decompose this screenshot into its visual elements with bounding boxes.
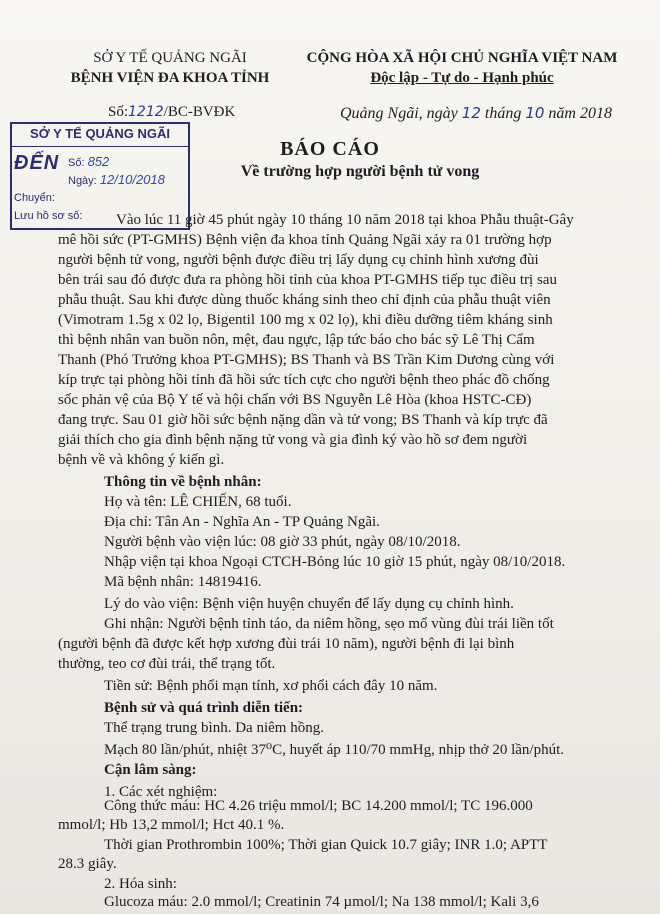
- body-line: phẫu thuật. Sau khi được dùng thuốc kháng sinh theo chỉ định của phẫu thuật viên: [58, 292, 551, 308]
- body-line: đang trực. Sau 01 giờ hồi sức bệnh nặng dần và tử vong; BS Thanh và kíp trực đã: [58, 412, 548, 428]
- date-day: 12: [461, 104, 481, 122]
- blood-count-line: mmol/l; Hb 13,2 mmol/l; Hct 40.1 %.: [58, 817, 285, 833]
- stamp-divider: [12, 146, 188, 147]
- body-line: thì bệnh nhân van buồn nôn, mệt, đau ngực, lập tức báo cho bác sỹ Lê Thị Cẩm: [58, 332, 535, 348]
- document-title: BÁO CÁO: [280, 138, 380, 160]
- clinical-note-line: Ghi nhận: Người bệnh tỉnh táo, da niêm hồng, sẹo mổ vùng đùi trái liền tốt: [104, 616, 554, 632]
- issuer-department: SỞ Y TẾ QUẢNG NGÃI: [93, 50, 247, 66]
- issuer-header: [60, 48, 280, 88]
- patient-info-heading: Thông tin về bệnh nhân:: [104, 474, 262, 490]
- stamp-so: [68, 154, 109, 169]
- national-header: [292, 48, 632, 88]
- labs-heading: Cận lâm sàng:: [104, 762, 197, 778]
- admission-reason: Lý do vào viện: Bệnh viện huyện chuyển để lấy dụng cụ chỉnh hình.: [104, 596, 514, 612]
- stamp-so-value: 852: [87, 154, 110, 169]
- coagulation-line: Thời gian Prothrombin 100%; Thời gian Quick 10.7 giây; INR 1.0; APTT: [104, 837, 548, 853]
- body-line: kíp trực tại phòng hồi tỉnh đã hồi sức tích cực cho người bệnh theo phác đồ chống: [58, 372, 550, 388]
- patient-admission-dept: Nhập viện tại khoa Ngoại CTCH-Bỏng lúc 10 giờ 15 phút, ngày 08/10/2018.: [104, 554, 566, 570]
- stamp-title: SỞ Y TẾ QUẢNG NGÃI: [30, 126, 170, 141]
- stamp-ngay-label: Ngày:: [68, 175, 97, 187]
- document-number: [108, 104, 235, 121]
- stamp-ngay-value: 12/10/2018: [99, 172, 165, 187]
- clinical-note-line: (người bệnh đã được kết hợp xương đùi trái 10 năm), người bệnh đi lại bình: [58, 636, 515, 652]
- body-line: bệnh về và không ý kiến gì.: [58, 452, 225, 468]
- body-line: người bệnh tử vong, người bệnh được điều trị lấy dụng cụ chỉnh hình xương đùi: [58, 252, 539, 268]
- body-line: Vào lúc 11 giờ 45 phút ngày 10 tháng 10 năm 2018 tại khoa Phẫu thuật-Gây: [116, 212, 574, 228]
- document-number-handwritten: 1212: [128, 104, 164, 120]
- patient-admission-time: Người bệnh vào viện lúc: 08 giờ 33 phút, ngày 08/10/2018.: [104, 534, 461, 550]
- chemistry-line: Glucoza máu: 2.0 mmol/l; Creatinin 74 µmol/l; Na 138 mmol/l; Kali 3,6: [104, 894, 539, 910]
- labs-subheading-chemistry: 2. Hóa sinh:: [104, 876, 177, 892]
- stamp-so-label: Số:: [68, 157, 85, 169]
- body-line: giải thích cho gia đình bệnh nặng tử vong và gia đình ký vào hồ sơ đem người: [58, 432, 528, 448]
- document-date: [340, 104, 612, 123]
- coagulation-line: 28.3 giây.: [58, 856, 117, 872]
- national-title: CỘNG HÒA XÃ HỘI CHỦ NGHĨA VIỆT NAM: [306, 50, 618, 66]
- body-line: Thanh (Phó Trưởng khoa PT-GMHS); BS Thanh và BS Trần Kim Dương cùng với: [58, 352, 555, 368]
- date-month: 10: [525, 104, 545, 122]
- medical-history: Tiền sử: Bệnh phổi mạn tính, xơ phổi cách đây 10 năm.: [104, 678, 438, 694]
- stamp-ngay: [68, 172, 165, 187]
- patient-address: Địa chỉ: Tân An - Nghĩa An - TP Quảng Ngãi.: [104, 514, 380, 530]
- progress-line: Thể trạng trung bình. Da niêm hồng.: [104, 720, 324, 736]
- body-line: (Vimotram 1.5g x 02 lọ, Bigentil 100 mg x 02 lọ), khi điều dưỡng tiêm kháng sinh: [58, 312, 553, 328]
- vital-signs: Mạch 80 lần/phút, nhiệt 37⁰C, huyết áp 110/70 mmHg, nhịp thở 20 lần/phút.: [104, 742, 565, 758]
- date-text-1: Quảng Ngãi, ngày: [340, 105, 462, 122]
- body-line: bên trái sau đó được đưa ra phòng hồi tỉnh của khoa PT-GMHS tiếp tục điều trị sau: [58, 272, 557, 288]
- stamp-chuyen: Chuyển:: [14, 192, 55, 204]
- patient-name: Họ và tên: LÊ CHIẾN, 68 tuổi.: [104, 494, 292, 510]
- issuer-hospital: BỆNH VIỆN ĐA KHOA TỈNH: [70, 70, 270, 86]
- document-subtitle: Về trường hợp người bệnh tử vong: [240, 163, 480, 180]
- labs-subheading-tests: 1. Các xét nghiệm:: [104, 784, 218, 800]
- stamp-den: ĐẾN: [14, 152, 60, 174]
- document-number-prefix: Số:: [108, 104, 129, 120]
- national-motto: Độc lập - Tự do - Hạnh phúc: [370, 70, 554, 86]
- body-line: mê hồi sức (PT-GMHS) Bệnh viện đa khoa tỉnh Quảng Ngãi xảy ra 01 trường hợp: [58, 232, 552, 248]
- progress-heading: Bệnh sử và quá trình diễn tiến:: [104, 700, 304, 716]
- date-text-2: tháng: [480, 105, 526, 122]
- patient-code: Mã bệnh nhân: 14819416.: [104, 574, 262, 590]
- body-line: sốc phản vệ của Bộ Y tế và hội chẩn với BS Nguyễn Lê Hòa (khoa HSTC-CĐ): [58, 392, 532, 408]
- document-number-suffix: /BC-BVĐK: [163, 104, 236, 120]
- date-text-3: năm 2018: [544, 105, 612, 122]
- clinical-note-line: thường, teo cơ đùi trái, thể trạng tốt.: [58, 656, 276, 672]
- stamp-luu: Lưu hồ sơ số:: [14, 210, 83, 222]
- blood-count-line: Công thức máu: HC 4.26 triệu mmol/l; BC 14.200 mmol/l; TC 196.000: [104, 798, 533, 814]
